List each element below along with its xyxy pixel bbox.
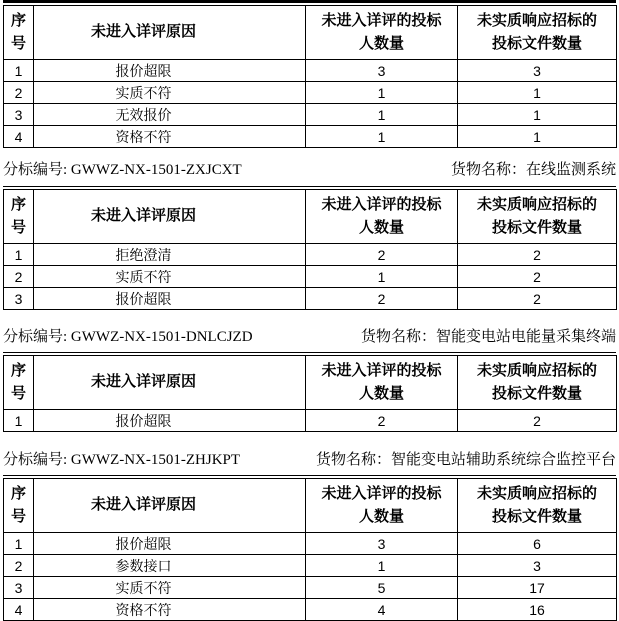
table-section-3: [3, 352, 616, 432]
cell-seq-no: 2: [4, 555, 34, 577]
table-row: [4, 555, 617, 577]
cell-doc-count: 2: [458, 266, 617, 288]
cell-bidder-count: 2: [306, 244, 458, 266]
table-row: [4, 266, 617, 288]
cell-reason: 实质不符: [34, 266, 306, 288]
goods-name-label: 货物名称：智能变电站辅助系统综合监控平台: [315, 452, 616, 468]
cell-bidder-count: 2: [306, 288, 458, 310]
cell-seq-no: 1: [4, 60, 34, 82]
table-section-1: [3, 0, 616, 148]
table-section-2: [3, 186, 616, 310]
header-seq-no: 序号: [4, 190, 34, 244]
goods-name-label: 货物名称：智能变电站电能量采集终端: [360, 329, 616, 345]
cell-bidder-count: 1: [306, 126, 458, 148]
table-row: [4, 288, 617, 310]
cell-reason: 报价超限: [34, 410, 306, 432]
header-doc-count: 未实质响应招标的投标文件数量: [458, 6, 617, 60]
lot-number-label: 分标编号: GWWZ-NX-1501-ZXJCXT: [3, 162, 242, 178]
table-row: [4, 599, 617, 621]
table-row: [4, 577, 617, 599]
cell-reason: 实质不符: [34, 577, 306, 599]
header-seq-no: 序号: [4, 6, 34, 60]
cell-doc-count: 1: [458, 104, 617, 126]
cell-bidder-count: 1: [306, 104, 458, 126]
cell-bidder-count: 3: [306, 533, 458, 555]
header-row: [4, 190, 617, 244]
cell-doc-count: 2: [458, 410, 617, 432]
cell-reason: 资格不符: [34, 126, 306, 148]
cell-doc-count: 17: [458, 577, 617, 599]
cell-reason: 资格不符: [34, 599, 306, 621]
section-caption-4: [3, 450, 616, 471]
cell-seq-no: 3: [4, 288, 34, 310]
goods-name-label: 货物名称：在线监测系统: [450, 162, 616, 178]
header-reason: 未进入详评原因: [34, 356, 306, 410]
table-row: [4, 126, 617, 148]
cell-bidder-count: 4: [306, 599, 458, 621]
cell-seq-no: 1: [4, 410, 34, 432]
section-caption-2: [3, 160, 616, 181]
header-bidder-count: 未进入详评的投标人数量: [306, 479, 458, 533]
cell-bidder-count: 3: [306, 60, 458, 82]
cell-reason: 拒绝澄清: [34, 244, 306, 266]
table-row: [4, 533, 617, 555]
cell-doc-count: 3: [458, 60, 617, 82]
cell-seq-no: 2: [4, 266, 34, 288]
header-bidder-count: 未进入详评的投标人数量: [306, 356, 458, 410]
evaluation-table-4: [3, 478, 617, 621]
header-doc-count: 未实质响应招标的投标文件数量: [458, 479, 617, 533]
lot-number-label: 分标编号: GWWZ-NX-1501-DNLCJZD: [3, 329, 253, 345]
evaluation-table-3: [3, 355, 617, 432]
header-reason: 未进入详评原因: [34, 6, 306, 60]
header-row: [4, 479, 617, 533]
header-row: [4, 6, 617, 60]
cell-bidder-count: 5: [306, 577, 458, 599]
header-bidder-count: 未进入详评的投标人数量: [306, 190, 458, 244]
cell-doc-count: 3: [458, 555, 617, 577]
cell-reason: 无效报价: [34, 104, 306, 126]
cell-doc-count: 1: [458, 126, 617, 148]
section-caption-3: [3, 327, 616, 348]
cell-reason: 报价超限: [34, 533, 306, 555]
cell-reason: 参数接口: [34, 555, 306, 577]
header-seq-no: 序号: [4, 356, 34, 410]
cell-reason: 实质不符: [34, 82, 306, 104]
header-seq-no: 序号: [4, 479, 34, 533]
cell-doc-count: 16: [458, 599, 617, 621]
evaluation-table-1: [3, 5, 617, 148]
cell-seq-no: 4: [4, 599, 34, 621]
lot-number-label: 分标编号: GWWZ-NX-1501-ZHJKPT: [3, 452, 241, 468]
cell-bidder-count: 1: [306, 266, 458, 288]
table-row: [4, 244, 617, 266]
cell-doc-count: 2: [458, 288, 617, 310]
cell-seq-no: 3: [4, 104, 34, 126]
cell-doc-count: 1: [458, 82, 617, 104]
header-doc-count: 未实质响应招标的投标文件数量: [458, 190, 617, 244]
cell-reason: 报价超限: [34, 288, 306, 310]
cell-seq-no: 2: [4, 82, 34, 104]
cell-bidder-count: 1: [306, 555, 458, 577]
cell-bidder-count: 1: [306, 82, 458, 104]
header-reason: 未进入详评原因: [34, 190, 306, 244]
table-row: [4, 60, 617, 82]
cell-seq-no: 3: [4, 577, 34, 599]
cell-seq-no: 1: [4, 244, 34, 266]
cell-seq-no: 4: [4, 126, 34, 148]
cell-reason: 报价超限: [34, 60, 306, 82]
cell-seq-no: 1: [4, 533, 34, 555]
header-row: [4, 356, 617, 410]
cell-doc-count: 6: [458, 533, 617, 555]
header-reason: 未进入详评原因: [34, 479, 306, 533]
cell-doc-count: 2: [458, 244, 617, 266]
table-row: [4, 82, 617, 104]
header-bidder-count: 未进入详评的投标人数量: [306, 6, 458, 60]
cell-bidder-count: 2: [306, 410, 458, 432]
evaluation-table-2: [3, 189, 617, 310]
table-section-4: [3, 475, 616, 621]
table-row: [4, 410, 617, 432]
table-row: [4, 104, 617, 126]
header-doc-count: 未实质响应招标的投标文件数量: [458, 356, 617, 410]
